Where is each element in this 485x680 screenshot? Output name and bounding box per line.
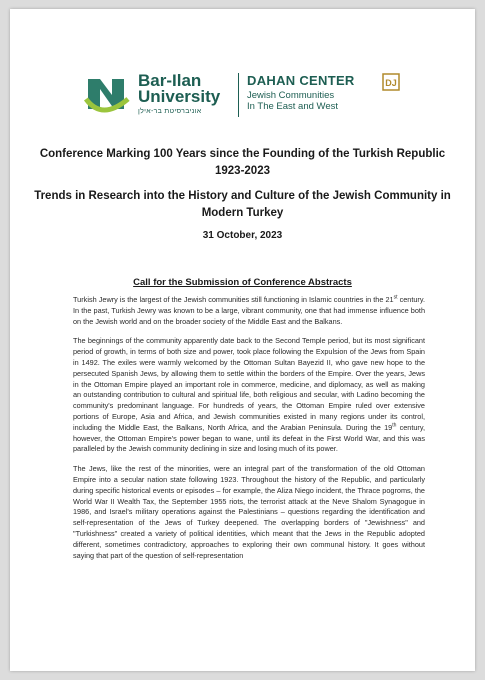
university-hebrew-name: אוניברסיטת בר-אילן	[138, 108, 202, 115]
bar-ilan-logo-icon	[82, 69, 132, 117]
dahan-center-badge-icon	[382, 73, 400, 91]
center-name: DAHAN CENTER	[247, 73, 355, 88]
paragraph-2: The beginnings of the community apparently date back to the Second Temple period, but its most significant period of growth, in terms of both size and power, took place following the Expulsion of the Jews from Spain in 1492. The exiles were warmly welcomed by the Ottoman Sultan Bayezid II, who gave new hope to the persecuted Spanish Jews, by allowing them to settle within the borders of the Empire. Over the years, Jews in the Ottoman Empire played an important role in commerce, medicine, and diplomacy, as well as making an outstanding contribution to cultural and spiritual life, both religious and secular, with Ladino becoming the community's predominant language. For hundreds of years, the Ottoman Empire ruled over extensive portions of Europe, Asia and Africa, and Jewish communities existed in many regions under its control, including the Middle East, the Balkans, North Africa, and the Arabian Peninsula. During the 19th century, however, the Ottoman Empire's power began to wane, until its defeat in the First World War, and this was paralleled by the Jewish community declining in size and losing much of its power.	[73, 336, 425, 454]
paragraph-1: Turkish Jewry is the largest of the Jewish communities still functioning in Islamic countries in the 21st century. In the past, Turkish Jewry was known to be a large, vibrant community, one that had immense influence both on the Jewish world and on the broader society of the Middle East and the Balkans.	[73, 294, 425, 326]
body-text	[73, 295, 425, 570]
conference-subtitle: Trends in Research into the History and Culture of the Jewish Community in Modern Turkey	[34, 190, 451, 219]
svg-text:DJ: DJ	[385, 78, 397, 88]
document-page	[10, 9, 475, 671]
conference-date: 31 October, 2023	[202, 230, 283, 241]
logo-divider	[238, 73, 239, 117]
paragraph-3: The Jews, like the rest of the minorities, were an integral part of the transformation of the old Ottoman Empire into a secular nation state following 1923. Throughout the history of the Republic, and particularly during specific historical events or episodes – for example, the Aliza Niego incident, the Thrace pogroms, the World War II Wealth Tax, the September 1955 riots, the terrorist attack at the Neve Shalom Synagogue in 1986, and Israel's military operations against the Palestinians – questions regarding the identification and self-representation of the Jews of Turkey deepened. The overlapping borders of "Jewishness" and "Turkishness" created a variety of political identities, which meant that the Jews in the Republic adopted different, sometimes contradictory, approaches to exploring their own communal history. It goes without saying that part of the question of self-representation	[73, 464, 425, 560]
conference-title: Conference Marking 100 Years since the Founding of the Turkish Republic 1923-2023	[39, 148, 446, 177]
center-subtitle: Jewish Communities In The East and West	[247, 90, 339, 112]
university-name: Bar-Ilan University	[138, 71, 221, 106]
title-block	[10, 146, 475, 241]
call-heading: Call for the Submission of Conference Abstracts	[133, 277, 352, 288]
logo-header	[82, 67, 422, 123]
